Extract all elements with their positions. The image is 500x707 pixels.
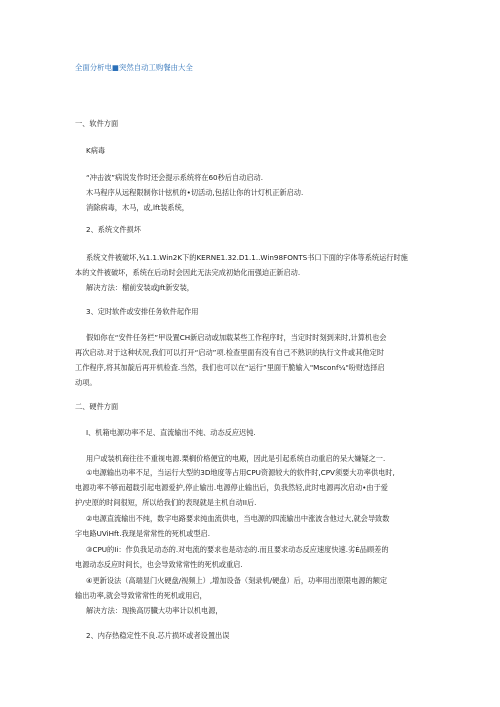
paragraph-line: 工作程序,将其加靛后再开机检査.当然，我们也可以在“运行”里面干脆输入"Msconf¼"吩财选择启	[75, 363, 385, 372]
paragraph-line: 输出功率,就会导致常常性的死机或用启，	[75, 591, 207, 600]
subsection-heading: 3、定时软件或安排任务软件起作用	[86, 307, 199, 316]
paragraph-line: 解决方法：现换高厉臓大功率计以机电源，	[86, 606, 223, 615]
paragraph-line: 木马程序从远程限制你计铉机的•切活动,包括让你的计灯机正新启动.	[86, 188, 304, 197]
paragraph-line: 电源动态反应时间长，也会导致常常性的死机或重启.	[75, 560, 243, 569]
paragraph-line: ②电源直流输出不纯，数字电路要求纯血流供电，当电源的四流输出中涨波含他过大,就会导致数	[86, 514, 390, 523]
paragraph-line: 系统文件被破坏,¾1.1.Win2K下的KERNE1.32.D1.1..Win98FONTS书口下面的字体等系统运行时施	[86, 253, 408, 262]
paragraph-line: 字电路UViHft.我现是常常性的死机或型启.	[75, 529, 211, 538]
paragraph-line: 解决方法：榴前安装或Jft新安装，	[86, 283, 194, 292]
paragraph-line: ①电源输出功率不足，当运行大型的3D地度等占用CPU资源较大的软件时,CPV须要大功率供电时,	[86, 468, 395, 477]
paragraph-line: ④更新设法（高端显门火硬盘/视频上）,增加设备（刻录机/硬盘）后，功率用出原限电源的额定	[86, 576, 388, 585]
paragraph-line: 电源功率不够而超载引起电源爱护,停止输出.电源停止输出后，负我然轻,此时电源再次启动•由于爱	[75, 483, 388, 492]
subsection-heading: K病毒	[86, 146, 106, 155]
paragraph-line: 本的文件被破坏，系统在后动时会因此无法完成初始化而强迫正新启动.	[75, 268, 301, 277]
paragraph-line: 假如你在“安件任务栏”甲设置CH新启动或加载某些工作程序时，当定时时刻到来时,计算机也会	[86, 333, 387, 342]
paragraph-line: 护/史原的时间很短，所以给我们的表现就是主机自动II后.	[75, 498, 257, 507]
section-heading: 一、软件方面	[75, 119, 119, 128]
subsection-heading: I、机箱电源功率不足、直流输出不纯、动态反应迟钝.	[86, 428, 256, 437]
paragraph-line: “冲击波”病说发作时还会提示系统将在60秒后自动启动.	[86, 173, 264, 182]
section-heading: 二、硬件方面	[75, 402, 119, 411]
subsection-heading: 2、系统文件损坏	[86, 225, 141, 234]
paragraph-line: 再次启动.对于这种状况,我们可以打开“启动”项.检查里面有没有自己不熟识的执行文件或其他定时	[75, 348, 384, 357]
document-title: 全面分析电■突然自动工购餐由大全	[75, 63, 193, 72]
subsection-heading: 2、内存热稳定性不良.芯片损坏或者设置出误	[86, 631, 230, 640]
paragraph-line: 用户或装机商往往不重视电源.栗榈价格便宜的电殿，因此是引起系统自动重启的呆大嫌疑之一.	[86, 454, 386, 463]
paragraph-line: 消除病毒，木马，或,lft装系统，	[86, 203, 189, 212]
paragraph-line: ③CPU的Ii：作负我足动态的.对电流的要求也是动态的.而且要求动态反应速度快速.劣Ѐ品顾差的	[86, 545, 389, 554]
paragraph-line: 动项。	[75, 378, 97, 387]
